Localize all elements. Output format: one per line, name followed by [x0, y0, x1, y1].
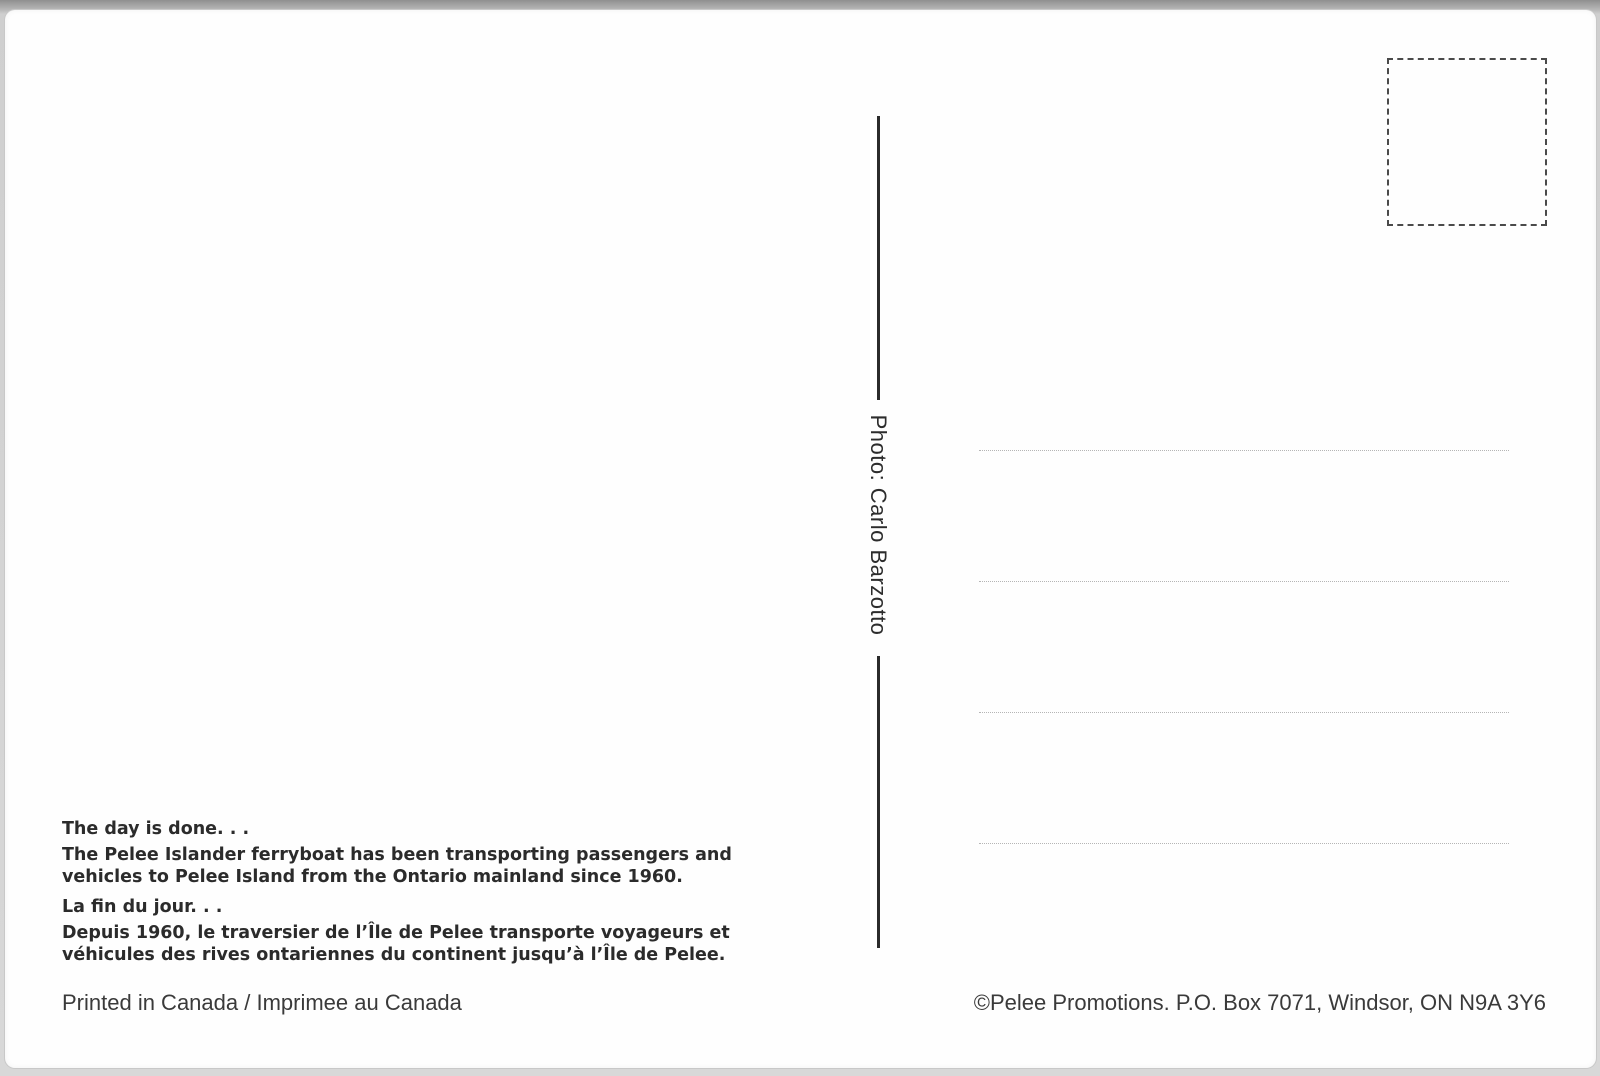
french-line-1: Depuis 1960, le traversier de l’Île de Pelee transporte voyageurs et [62, 923, 730, 943]
english-line-2: vehicles to Pelee Island from the Ontario mainland since 1960. [62, 867, 683, 887]
english-description [62, 844, 802, 888]
publisher-address: ©Pelee Promotions. P.O. Box 7071, Windsor, ON N9A 3Y6 [973, 990, 1546, 1015]
printed-in-canada: Printed in Canada / Imprimee au Canada [62, 990, 462, 1015]
french-heading: La fin du jour. . . [62, 897, 223, 917]
address-line-1 [979, 450, 1509, 451]
center-divider-bottom [877, 656, 880, 948]
caption-block [62, 818, 802, 974]
stamp-placeholder [1387, 58, 1547, 226]
photo-credit: Photo: Carlo Barzotto [866, 414, 891, 636]
english-heading: The day is done. . . [62, 819, 250, 839]
french-description [62, 922, 802, 966]
center-divider-top [877, 116, 880, 400]
english-line-1: The Pelee Islander ferryboat has been transporting passengers and [62, 845, 732, 865]
postcard-back [5, 10, 1596, 1068]
address-line-3 [979, 712, 1509, 713]
address-line-2 [979, 581, 1509, 582]
address-line-4 [979, 843, 1509, 844]
french-line-2: véhicules des rives ontariennes du continent jusqu’à l’Île de Pelee. [62, 945, 726, 965]
